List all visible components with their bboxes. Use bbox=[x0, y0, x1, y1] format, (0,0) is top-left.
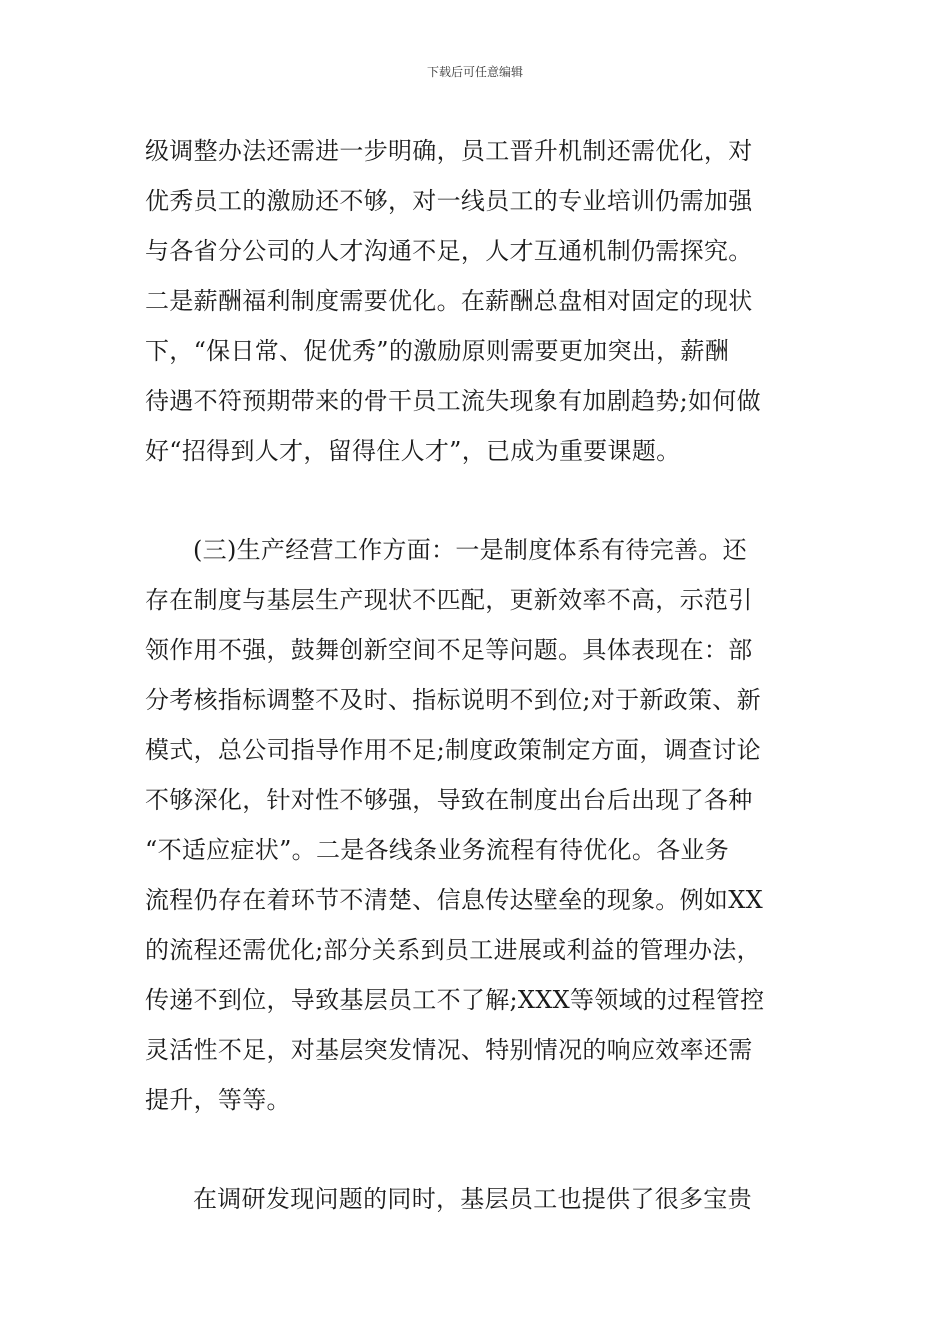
text-line: “不适应症状”。二是各线条业务流程有待优化。各业务 bbox=[145, 836, 730, 864]
text-line: 优秀员工的激励还不够，对一线员工的专业培训仍需加强 bbox=[145, 187, 753, 215]
text-line: 二是薪酬福利制度需要优化。在薪酬总盘相对固定的现状 bbox=[145, 287, 753, 315]
text-line: 下，“保日常、促优秀”的激励原则需要更加突出，薪酬 bbox=[145, 337, 730, 365]
text-line: 存在制度与基层生产现状不匹配，更新效率不高，示范引 bbox=[145, 586, 753, 614]
document-body bbox=[145, 126, 813, 1224]
text-line: 待遇不符预期带来的骨干员工流失现象有加剧趋势;如何做 bbox=[145, 387, 761, 415]
text-line: 提升，等等。 bbox=[145, 1086, 291, 1114]
text-line: 流程仍存在着环节不清楚、信息传达壁垒的现象。例如XX bbox=[145, 886, 763, 914]
paragraph-spacer bbox=[145, 1125, 813, 1174]
paragraph-feedback bbox=[145, 1174, 813, 1224]
text-line: 传递不到位，导致基层员工不了解;XXX等领域的过程管控 bbox=[145, 986, 765, 1014]
text-line: 模式，总公司指导作用不足;制度政策制定方面，调查讨论 bbox=[145, 736, 761, 764]
paragraph-production bbox=[145, 525, 813, 1125]
text-line: (三)生产经营工作方面：一是制度体系有待完善。还 bbox=[193, 536, 747, 564]
text-line: 与各省分公司的人才沟通不足，人才互通机制仍需探究。 bbox=[145, 237, 753, 265]
text-line: 分考核指标调整不及时、指标说明不到位;对于新政策、新 bbox=[145, 686, 761, 714]
page-header: 下载后可任意编辑 bbox=[426, 65, 523, 79]
text-line: 领作用不强，鼓舞创新空间不足等问题。具体表现在：部 bbox=[145, 636, 753, 664]
text-line: 的流程还需优化;部分关系到员工进展或利益的管理办法， bbox=[145, 936, 761, 964]
text-line: 在调研发现问题的同时，基层员工也提供了很多宝贵 bbox=[193, 1185, 752, 1213]
text-line: 好“招得到人才，留得住人才”，已成为重要课题。 bbox=[145, 437, 681, 465]
paragraph-spacer bbox=[145, 476, 813, 525]
text-line: 不够深化，针对性不够强，导致在制度出台后出现了各种 bbox=[145, 786, 753, 814]
text-line: 灵活性不足，对基层突发情况、特别情况的响应效率还需 bbox=[145, 1036, 753, 1064]
text-line: 级调整办法还需进一步明确，员工晋升机制还需优化，对 bbox=[145, 137, 753, 165]
paragraph-talent bbox=[145, 126, 813, 476]
